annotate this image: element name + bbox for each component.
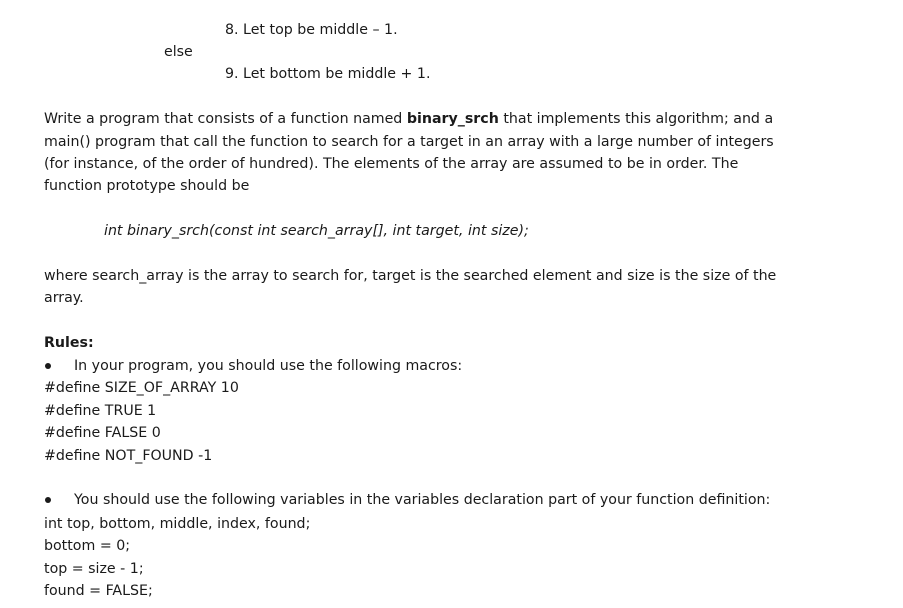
variable-line: bottom = 0; [44,538,131,554]
variable-line: found = FALSE; [44,583,153,599]
bullet-1-dot [45,363,51,369]
rules-bullet-2: You should use the following variables in the variables declaration part of your function definition: [74,492,771,508]
explanation-line-1: where search_array is the array to search for, target is the searched element and size is the size of the [44,268,777,284]
function-name: binary_srch [406,111,499,127]
bullet-2-dot [45,497,51,503]
macro-line: #define NOT_FOUND -1 [44,448,213,464]
macro-line: #define TRUE 1 [44,403,157,419]
algorithm-step-9: 9. Let bottom be middle + 1. [225,66,431,82]
intro-line-1-post: that implements this algorithm; and a [498,111,774,127]
variable-line: int top, bottom, middle, index, found; [44,516,311,532]
algorithm-step-8: 8. Let top be middle – 1. [225,22,398,38]
intro-line-4: function prototype should be [44,178,250,194]
macro-line: #define FALSE 0 [44,425,161,441]
macro-line: #define SIZE_OF_ARRAY 10 [44,380,239,396]
explanation-line-2: array. [44,290,84,306]
intro-line-1-pre: Write a program that consists of a function named [44,111,407,127]
intro-line-2: main() program that call the function to search for a target in an array with a large number of integers [44,134,774,150]
function-prototype: int binary_srch(const int search_array[], int target, int size); [104,223,529,239]
variable-line: top = size - 1; [44,561,144,577]
intro-line-3: (for instance, of the order of hundred). The elements of the array are assumed to be in order. The [44,156,739,172]
intro-line-1 [44,109,773,129]
rules-heading: Rules: [44,335,94,351]
rules-bullet-1: In your program, you should use the following macros: [74,358,463,374]
algorithm-else: else [164,44,193,60]
